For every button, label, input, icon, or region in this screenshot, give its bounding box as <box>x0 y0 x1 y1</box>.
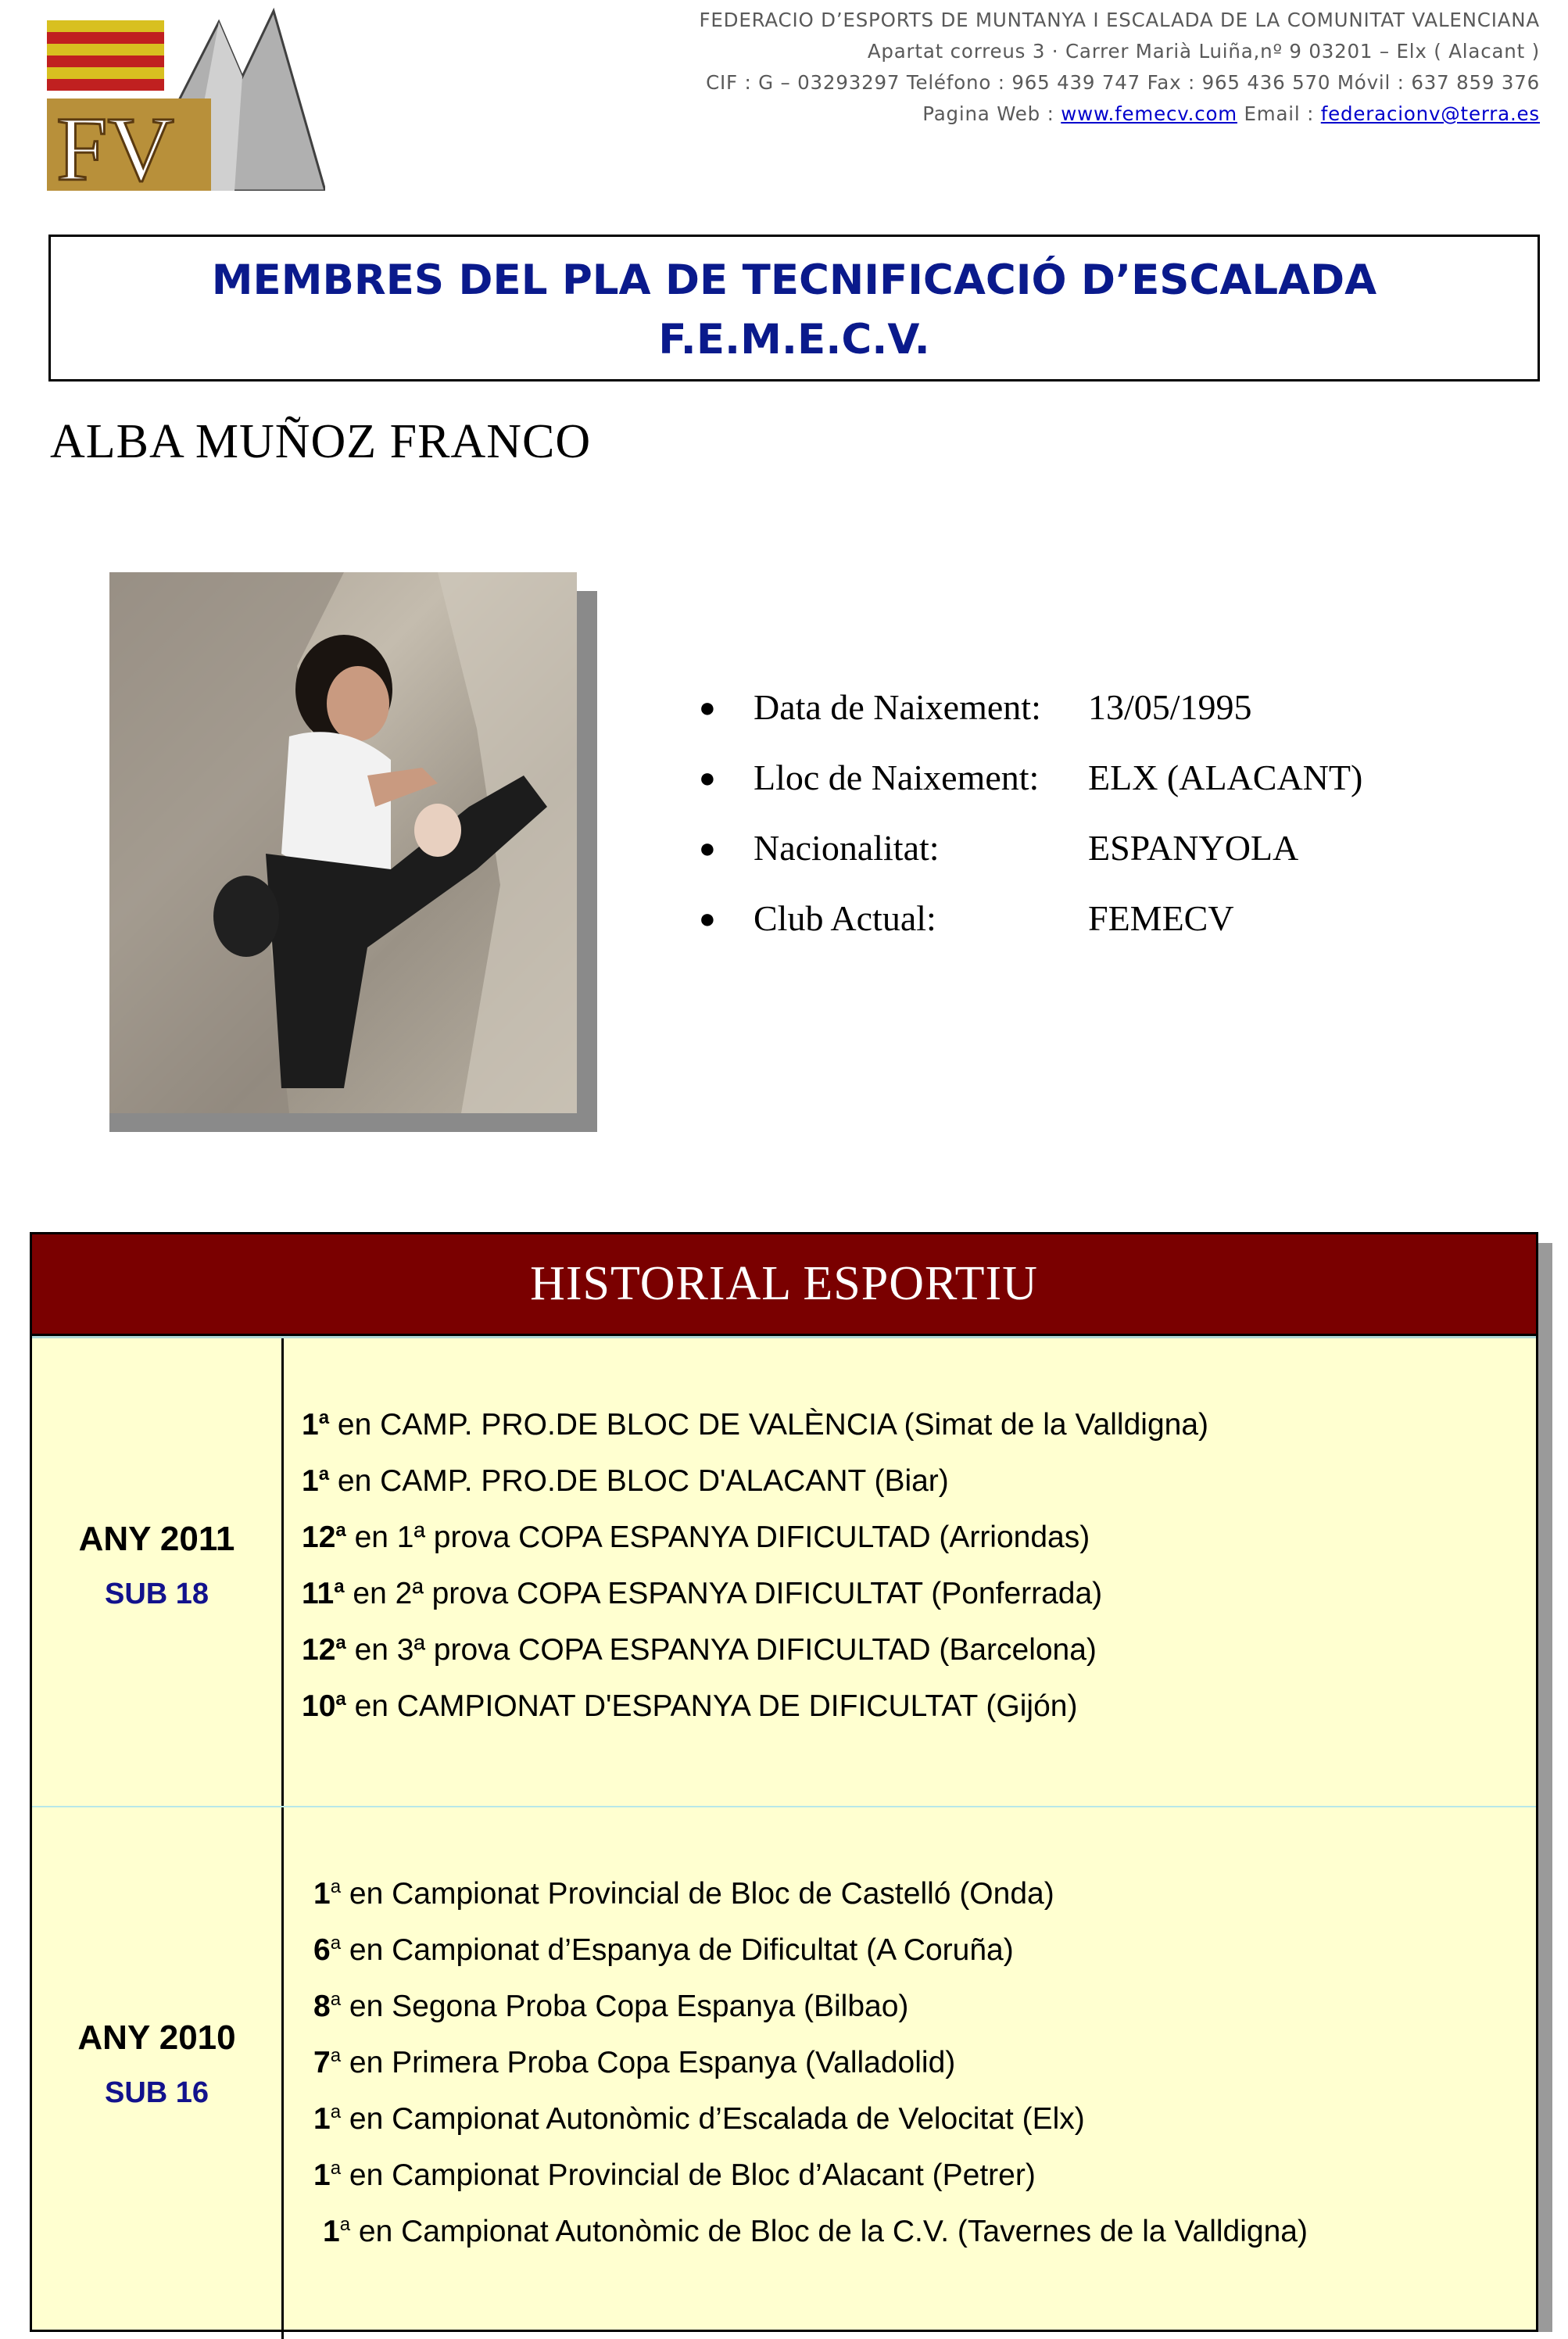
result-text: en Campionat Autonòmic d’Escalada de Velocitat (Elx) <box>341 2102 1085 2136</box>
federation-name: FEDERACIO D’ESPORTS DE MUNTANYA I ESCALADA DE LA COMUNITAT VALENCIANA <box>699 9 1540 31</box>
results-list <box>313 1859 1308 2253</box>
bullet-icon: ● <box>699 692 716 723</box>
history-table-shadow <box>1538 1243 1552 2332</box>
result-position: 1 <box>313 2158 331 2192</box>
result-position-suffix: a <box>335 1632 346 1653</box>
federation-web-email <box>524 99 1540 130</box>
year-category: SUB 16 <box>104 2076 209 2109</box>
year-cell <box>32 1807 284 2339</box>
detail-label: Lloc de Naixement: <box>754 758 1040 797</box>
result-position: 11 <box>302 1577 335 1610</box>
result-text: en Campionat Autonòmic de Bloc de la C.V. (Tavernes de la Valldigna) <box>350 2215 1308 2248</box>
email-link[interactable]: federacionv@terra.es <box>1320 102 1540 125</box>
web-link[interactable]: www.femecv.com <box>1061 102 1237 125</box>
year-row-2010 <box>32 1806 1536 2339</box>
athlete-name: ALBA MUÑOZ FRANCO <box>50 415 592 468</box>
federation-contact: CIF : G – 03293297 Teléfono : 965 439 747 Fax : 965 436 570 Móvil : 637 859 376 <box>706 71 1540 94</box>
result-text: en CAMP. PRO.DE BLOC D'ALACANT (Biar) <box>329 1464 949 1498</box>
result-position: 10 <box>302 1689 336 1723</box>
document-title-box <box>48 235 1540 381</box>
result-text: en Segona Proba Copa Espanya (Bilbao) <box>341 1990 909 2023</box>
result-position-suffix: a <box>330 1876 342 1897</box>
result-position-suffix: a <box>330 2101 342 2122</box>
web-label: Pagina Web : <box>922 102 1054 125</box>
federation-address: Apartat correus 3 · Carrer Marià Luiña,nº 9 03201 – Elx ( Alacant ) <box>867 40 1540 63</box>
logo-graphic <box>47 6 325 191</box>
result-item <box>313 2197 1308 2253</box>
climber-illustration <box>109 572 577 1113</box>
result-item <box>313 1972 1308 2028</box>
bullet-icon: ● <box>699 762 716 793</box>
result-item <box>302 1503 1208 1559</box>
result-position: 12 <box>302 1633 336 1667</box>
result-item <box>302 1559 1208 1615</box>
result-position-suffix: a <box>318 1407 330 1428</box>
result-position: 6 <box>313 1933 331 1967</box>
result-position-suffix: a <box>330 1989 342 2010</box>
result-position: 1 <box>313 1877 331 1911</box>
detail-value: FEMECV <box>1088 898 1234 938</box>
bullet-icon: ● <box>699 903 716 934</box>
result-position: 8 <box>313 1990 331 2023</box>
result-text: en 1ª prova COPA ESPANYA DIFICULTAD (Arriondas) <box>345 1521 1090 1554</box>
year-cell <box>32 1338 284 1806</box>
result-item <box>302 1446 1208 1503</box>
result-text: en Campionat Provincial de Bloc d’Alacant (Petrer) <box>341 2158 1036 2192</box>
result-text: en CAMPIONAT D'ESPANYA DE DIFICULTAT (Gijón) <box>345 1689 1078 1723</box>
result-position: 1 <box>302 1408 319 1442</box>
detail-value: ELX (ALACANT) <box>1088 758 1363 797</box>
document-title-line1: MEMBRES DEL PLA DE TECNIFICACIÓ D’ESCALADA <box>211 256 1377 304</box>
result-position-suffix: a <box>318 1463 330 1485</box>
detail-label: Nacionalitat: <box>754 828 940 868</box>
result-text: en Primera Proba Copa Espanya (Valladolid) <box>341 2046 956 2079</box>
result-position: 12 <box>302 1521 336 1554</box>
result-item <box>313 2028 1308 2084</box>
result-item <box>302 1390 1208 1446</box>
result-item <box>313 2140 1308 2197</box>
result-position: 1 <box>323 2215 340 2248</box>
year-row-2011 <box>32 1336 1536 1806</box>
result-item <box>302 1615 1208 1671</box>
email-label: Email : <box>1244 102 1315 125</box>
detail-value: 13/05/1995 <box>1088 687 1252 727</box>
history-table <box>30 1232 1538 2332</box>
result-item <box>313 2084 1308 2140</box>
result-position-suffix: a <box>330 2158 342 2179</box>
results-list <box>302 1390 1208 1728</box>
result-position: 1 <box>302 1464 319 1498</box>
year-label: ANY 2010 <box>77 2018 236 2057</box>
history-title: HISTORIAL ESPORTIU <box>32 1234 1536 1336</box>
result-text: en Campionat d’Espanya de Dificultat (A Coruña) <box>341 1933 1014 1967</box>
document-title-line2: F.E.M.E.C.V. <box>658 316 930 364</box>
result-text: en Campionat Provincial de Bloc de Castelló (Onda) <box>341 1877 1054 1911</box>
year-category: SUB 18 <box>104 1578 209 1610</box>
result-position-suffix: a <box>330 1932 342 1954</box>
result-item <box>313 1915 1308 1972</box>
detail-value: ESPANYOLA <box>1088 828 1299 868</box>
bullet-icon: ● <box>699 833 716 864</box>
detail-label: Data de Naixement: <box>754 687 1041 727</box>
result-text: en 3ª prova COPA ESPANYA DIFICULTAD (Barcelona) <box>345 1633 1097 1667</box>
federation-header <box>524 5 1540 130</box>
result-position: 7 <box>313 2046 331 2079</box>
result-position-suffix: a <box>330 2045 342 2066</box>
logo-text: FV <box>56 98 174 191</box>
result-position-suffix: a <box>335 1689 346 1710</box>
result-text: en 2ª prova COPA ESPANYA DIFICULTAT (Ponferrada) <box>344 1577 1103 1610</box>
athlete-photo <box>109 572 577 1113</box>
result-position-suffix: a <box>339 2214 351 2235</box>
federation-logo <box>47 6 325 191</box>
result-position-suffix: a <box>334 1576 345 1597</box>
detail-label: Club Actual: <box>754 898 936 938</box>
result-position-suffix: a <box>335 1520 346 1541</box>
result-position: 1 <box>313 2102 331 2136</box>
result-item <box>302 1671 1208 1728</box>
result-item <box>313 1859 1308 1915</box>
year-label: ANY 2011 <box>78 1520 235 1558</box>
result-text: en CAMP. PRO.DE BLOC DE VALÈNCIA (Simat de la Valldigna) <box>329 1408 1209 1442</box>
